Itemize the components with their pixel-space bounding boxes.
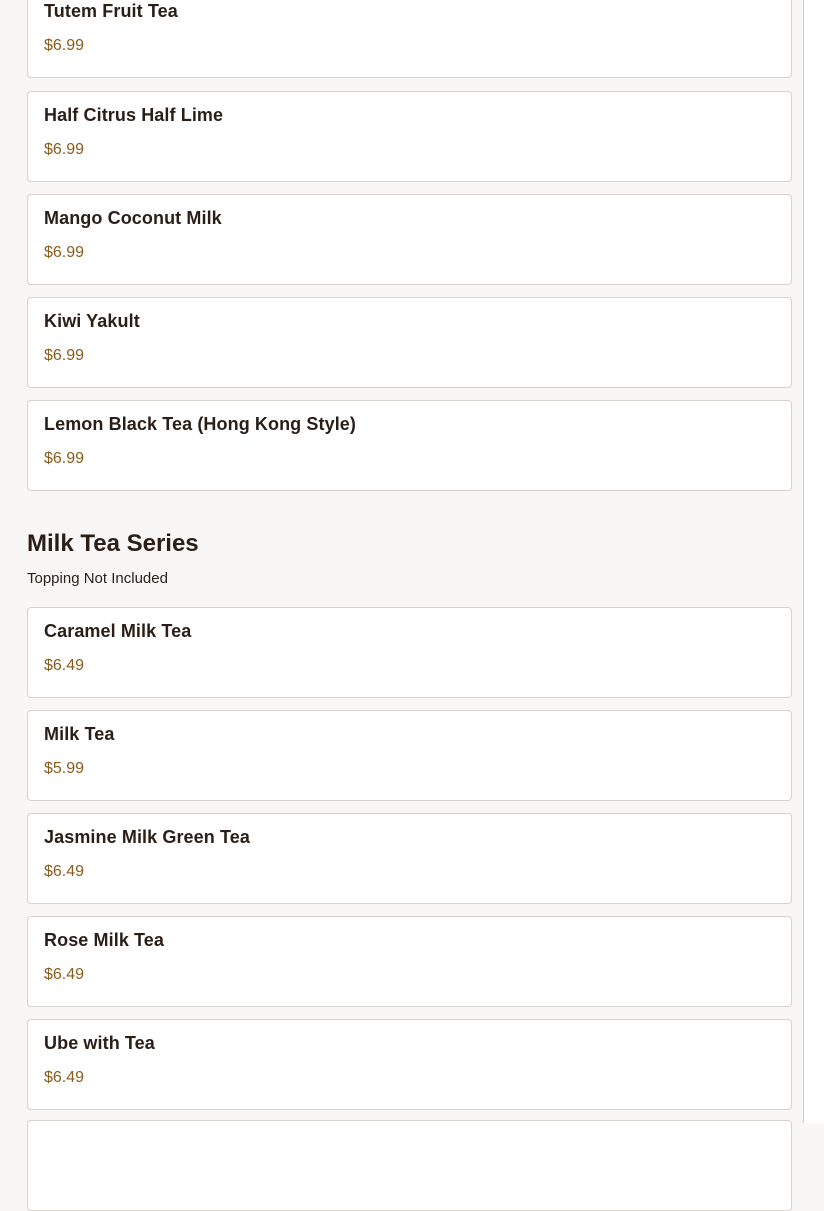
item-price: $5.99 — [44, 760, 85, 777]
item-name: Milk Tea — [44, 724, 115, 744]
item-name: Mango Coconut Milk — [44, 208, 222, 228]
menu-item-card[interactable] — [27, 607, 792, 698]
item-price: $6.99 — [44, 141, 85, 158]
item-name: Caramel Milk Tea — [44, 621, 192, 641]
menu-item-card[interactable] — [27, 91, 792, 182]
menu-item-card[interactable] — [27, 0, 792, 78]
section-title: Milk Tea Series — [27, 530, 199, 557]
item-name: Jasmine Milk Green Tea — [44, 827, 250, 847]
item-price: $6.99 — [44, 347, 85, 364]
menu-item-card[interactable] — [27, 1019, 792, 1110]
menu-item-card[interactable] — [27, 194, 792, 285]
menu-item-card[interactable] — [27, 400, 792, 491]
menu-item-card[interactable] — [27, 710, 792, 801]
item-price: $6.99 — [44, 244, 85, 261]
item-name: Half Citrus Half Lime — [44, 105, 224, 125]
item-price: $6.99 — [44, 37, 85, 54]
item-name: Rose Milk Tea — [44, 930, 165, 950]
menu-item-card[interactable] — [27, 297, 792, 388]
menu-item-card[interactable] — [27, 916, 792, 1007]
item-name: Lemon Black Tea (Hong Kong Style) — [44, 414, 356, 434]
menu-item-card-partial[interactable] — [27, 1120, 792, 1211]
item-name: Ube with Tea — [44, 1033, 155, 1053]
item-price: $6.49 — [44, 966, 85, 983]
item-price: $6.49 — [44, 863, 85, 880]
menu-item-card[interactable] — [27, 813, 792, 904]
section-subtitle: Topping Not Included — [27, 570, 168, 587]
item-price: $6.49 — [44, 1069, 85, 1086]
scrollbar-track[interactable] — [804, 0, 824, 1123]
item-name: Tutem Fruit Tea — [44, 1, 178, 21]
item-price: $6.49 — [44, 657, 85, 674]
item-price: $6.99 — [44, 450, 85, 467]
item-name: Kiwi Yakult — [44, 311, 140, 331]
